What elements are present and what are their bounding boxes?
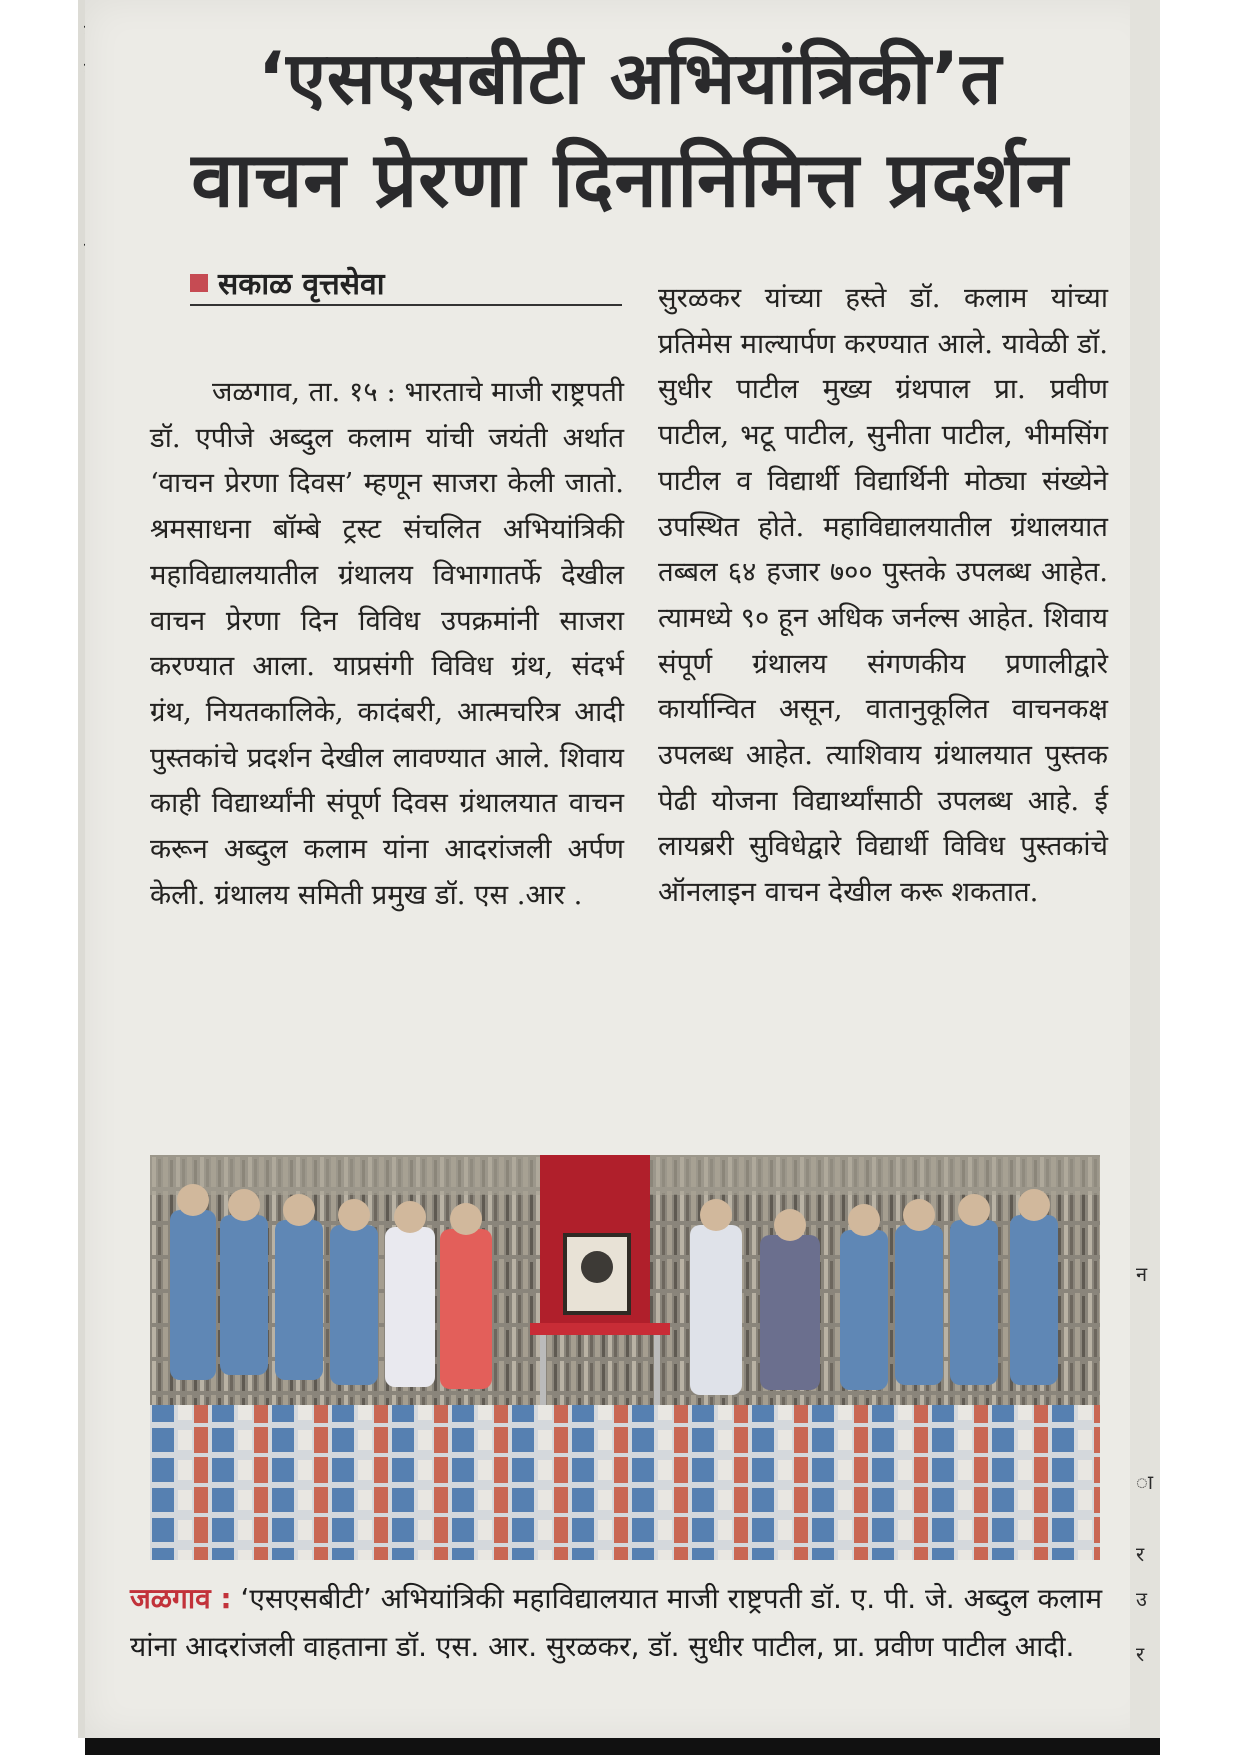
right-margin-fragment: ा xyxy=(1136,1470,1154,1494)
article-column-right xyxy=(658,276,1108,916)
right-margin-fragment: न xyxy=(1136,1262,1148,1286)
caption-text: ‘एसएसबीटी’ अभियांत्रिकी महाविद्यालयात माजी राष्ट्रपती डॉ. ए. पी. जे. अब्दुल कलाम यांना आदरांजली वाहताना डॉ. एस. आर. सुरळकर, डॉ. सुधीर पाटील, प्रा. प्रवीण पाटील आदी. xyxy=(130,1582,1103,1663)
caption-place: जळगाव : xyxy=(130,1582,232,1615)
article-paragraph: सुरळकर यांच्या हस्ते डॉ. कलाम यांच्या प्रतिमेस माल्यार्पण करण्यात आले. यावेळी डॉ. सुधीर पाटील मुख्य ग्रंथपाल प्रा. प्रवीण पाटील, भटू पाटील, सुनीता पाटील, भीमसिंग पाटील व विद्यार्थी विद्यार्थिनी मोठ्या संख्येने उपस्थित होते. महाविद्यालयातील ग्रंथालयात तब्बल ६४ हजार ७०० पुस्तके उपलब्ध आहेत. त्यामध्ये ९० हून अधिक जर्नल्स आहेत. शिवाय संपूर्ण ग्रंथालय संगणकीय प्रणालीद्वारे कार्यान्वित असून, वातानुकूलित वाचनकक्ष उपलब्ध आहेत. त्याशिवाय ग्रंथालयात पुस्तक पेढी योजना विद्यार्थ्यांसाठी उपलब्ध आहे. ई लायब्ररी सुविधेद्वारे विद्यार्थी विविध पुस्तकांचे ऑनलाइन वाचन देखील करू शकतात. xyxy=(658,282,1108,909)
scan-bottom-edge xyxy=(85,1738,1160,1755)
photo-illustration xyxy=(150,1155,1100,1560)
adjacent-column-right xyxy=(1130,0,1160,1738)
right-margin-fragment: उ xyxy=(1136,1587,1147,1611)
article-column-left xyxy=(150,370,624,918)
headline-line-1: ‘एसएसबीटी अभियांत्रिकी’त xyxy=(257,36,1003,120)
headline-line-2: वाचन प्रेरणा दिनानिमित्त प्रदर्शन xyxy=(191,135,1069,224)
right-margin-fragment: र xyxy=(1136,1642,1145,1666)
byline xyxy=(190,262,384,303)
right-margin-fragment: र xyxy=(1136,1542,1145,1566)
article-paragraph: जळगाव, ता. १५ : भारताचे माजी राष्ट्रपती डॉ. एपीजे अब्दुल कलाम यांची जयंती अर्थात ‘वाचन प्रेरणा दिवस’ म्हणून साजरा केली जातो. श्रमसाधना बॉम्बे ट्रस्ट संचलित अभियांत्रिकी महाविद्यालयातील ग्रंथालय विभागातर्फे देखील वाचन प्रेरणा दिन विविध उपक्रमांनी साजरा करण्यात आला. याप्रसंगी विविध ग्रंथ, संदर्भ ग्रंथ, नियतकालिके, कादंबरी, आत्मचरित्र आदी पुस्तकांचे प्रदर्शन देखील लावण्यात आले. शिवाय काही विद्यार्थ्यांनी संपूर्ण दिवस ग्रंथालयात वाचन करून अब्दुल कलाम यांना आदरांजली अर्पण केली. ग्रंथालय समिती प्रमुख डॉ. एस .आर . xyxy=(150,376,624,911)
photo-caption xyxy=(130,1575,1110,1671)
byline-square-icon xyxy=(190,274,208,292)
news-photo xyxy=(150,1155,1100,1560)
byline-rule xyxy=(190,304,622,306)
byline-text: सकाळ वृत्तसेवा xyxy=(218,267,385,302)
